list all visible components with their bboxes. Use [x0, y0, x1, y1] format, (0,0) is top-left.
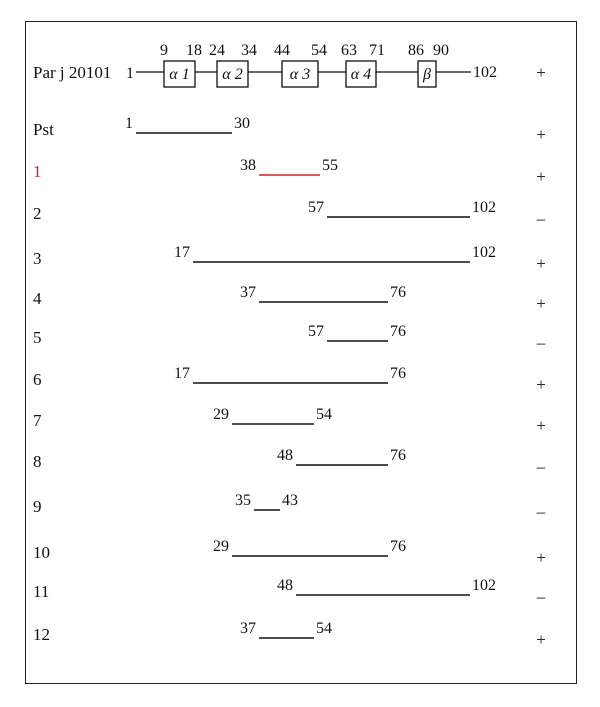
protein-end: 102 — [473, 64, 497, 81]
row-label: 8 — [33, 452, 42, 471]
row-sign: + — [536, 294, 546, 313]
row-sign: + — [536, 167, 546, 186]
row-sign: – — [536, 502, 546, 521]
segment-start-label: 35 — [235, 492, 251, 509]
domain-label-alpha2: α 2 — [222, 66, 243, 83]
row-label: 9 — [33, 497, 42, 516]
segment-start-label: 17 — [174, 244, 190, 261]
domain-start-alpha1: 9 — [160, 42, 168, 59]
segment-end-label: 55 — [322, 157, 338, 174]
domain-start-alpha3: 44 — [274, 42, 290, 59]
segment-start-label: 29 — [213, 406, 229, 423]
domain-end-alpha2: 34 — [241, 42, 257, 59]
row-sign: – — [536, 333, 546, 352]
row-sign: + — [536, 630, 546, 649]
protein-name: Par j 20101 — [33, 63, 112, 82]
row-label: 6 — [33, 370, 42, 389]
row-sign: + — [536, 125, 546, 144]
protein-map — [33, 42, 546, 87]
segment-end-label: 43 — [282, 492, 298, 509]
segment-end-label: 76 — [390, 365, 406, 382]
protein-sign: + — [536, 63, 546, 82]
row-label: 2 — [33, 204, 42, 223]
segment-end-label: 54 — [316, 620, 332, 637]
segment-end-label: 30 — [234, 115, 250, 132]
row-label: Pst — [33, 120, 54, 139]
domain-label-alpha4: α 4 — [350, 66, 372, 83]
domain-label-beta: β — [423, 66, 431, 83]
domain-start-beta: 86 — [408, 42, 424, 59]
row-label: 11 — [33, 582, 50, 601]
row-label: 1 — [33, 162, 42, 181]
segment-end-label: 102 — [472, 199, 496, 216]
segment-end-label: 54 — [316, 406, 332, 423]
row-sign: + — [536, 416, 546, 435]
segment-start-label: 17 — [174, 365, 190, 382]
row-label: 7 — [33, 411, 42, 430]
domain-label-alpha1: α 1 — [169, 66, 190, 83]
segment-start-label: 37 — [240, 620, 256, 637]
peptide-rows — [33, 115, 546, 649]
row-label: 4 — [33, 289, 42, 308]
segment-start-label: 48 — [277, 447, 293, 464]
domain-label-alpha3: α 3 — [289, 66, 311, 83]
segment-end-label: 76 — [390, 538, 406, 555]
row-sign: – — [536, 587, 546, 606]
domain-start-alpha2: 24 — [209, 42, 225, 59]
row-label: 12 — [33, 625, 50, 644]
row-sign: + — [536, 548, 546, 567]
domain-end-alpha4: 71 — [369, 42, 385, 59]
row-sign: + — [536, 375, 546, 394]
row-sign: – — [536, 209, 546, 228]
segment-end-label: 76 — [390, 447, 406, 464]
segment-end-label: 102 — [472, 244, 496, 261]
domain-end-alpha3: 54 — [311, 42, 327, 59]
row-label: 5 — [33, 328, 42, 347]
row-label: 10 — [33, 543, 50, 562]
segment-start-label: 37 — [240, 284, 256, 301]
row-label: 3 — [33, 249, 42, 268]
domain-start-alpha4: 63 — [341, 42, 357, 59]
domain-end-alpha1: 18 — [186, 42, 202, 59]
segment-start-label: 1 — [125, 115, 133, 132]
row-sign: + — [536, 254, 546, 273]
segment-end-label: 102 — [472, 577, 496, 594]
row-sign: – — [536, 457, 546, 476]
segment-end-label: 76 — [390, 284, 406, 301]
domain-end-beta: 90 — [433, 42, 449, 59]
segment-start-label: 57 — [308, 199, 324, 216]
segment-start-label: 29 — [213, 538, 229, 555]
segment-start-label: 48 — [277, 577, 293, 594]
segment-start-label: 38 — [240, 157, 256, 174]
segment-start-label: 57 — [308, 323, 324, 340]
protein-start: 1 — [126, 65, 134, 82]
segment-end-label: 76 — [390, 323, 406, 340]
